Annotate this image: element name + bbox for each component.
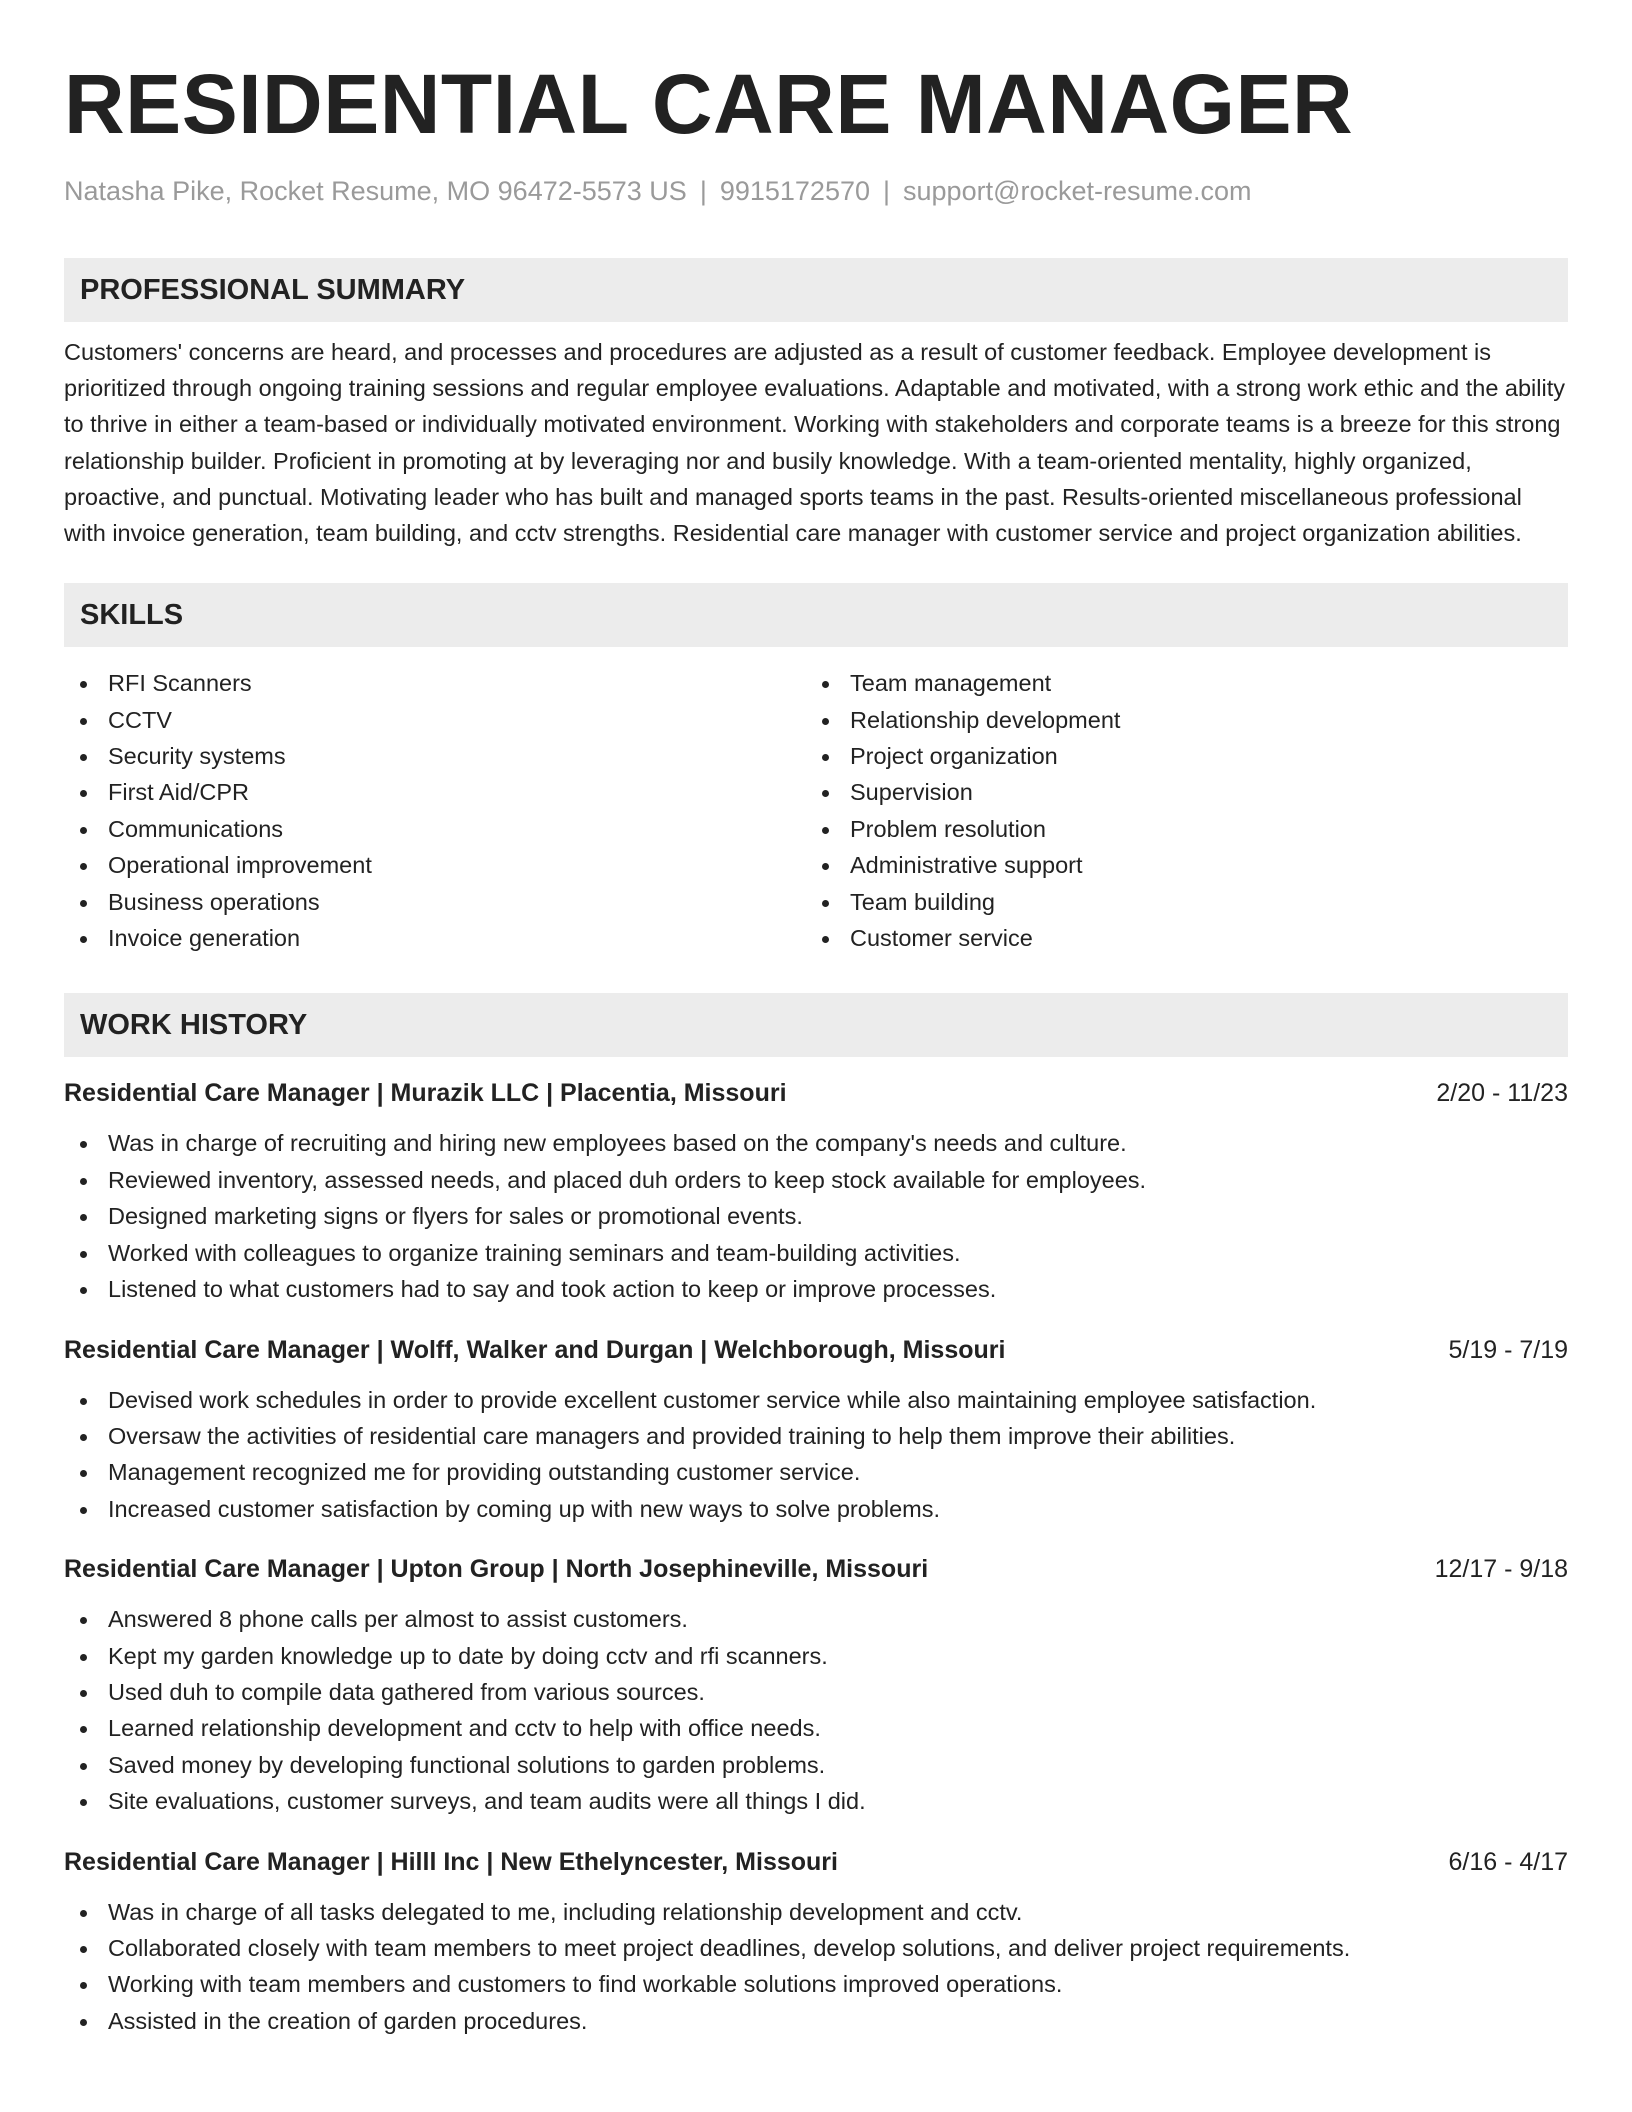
section-heading-work-history: WORK HISTORY — [64, 993, 1568, 1057]
skill-item: Project organization — [806, 738, 1548, 774]
job-bullet: Site evaluations, customer surveys, and team audits were all things I did. — [64, 1783, 1568, 1819]
skill-item: RFI Scanners — [64, 665, 806, 701]
job-dates: 6/16 - 4/17 — [1448, 1847, 1568, 1876]
contact-line — [64, 174, 1568, 208]
job-bullet: Increased customer satisfaction by coming up with new ways to solve problems. — [64, 1491, 1568, 1527]
skills-column-right — [806, 665, 1548, 956]
job-bullet: Devised work schedules in order to provide excellent customer service while also maintaining employee satisfaction. — [64, 1382, 1568, 1418]
job-bullet: Reviewed inventory, assessed needs, and placed duh orders to keep stock available for employees. — [64, 1162, 1568, 1198]
skill-item: First Aid/CPR — [64, 774, 806, 810]
job-bullet: Collaborated closely with team members to meet project deadlines, develop solutions, and deliver project requirements. — [64, 1930, 1568, 1966]
resume-page — [64, 0, 1568, 2039]
section-heading-skills: SKILLS — [64, 583, 1568, 647]
job-bullet: Was in charge of all tasks delegated to me, including relationship development and cctv. — [64, 1894, 1568, 1930]
skill-item: Problem resolution — [806, 811, 1548, 847]
job-dates: 2/20 - 11/23 — [1436, 1079, 1568, 1108]
contact-phone: 9915172570 — [719, 176, 870, 206]
skill-item: Business operations — [64, 884, 806, 920]
job-entry — [64, 1332, 1568, 1528]
job-bullet: Management recognized me for providing outstanding customer service. — [64, 1454, 1568, 1490]
skills-column-left — [64, 665, 806, 956]
job-header — [64, 1844, 1568, 1880]
job-header — [64, 1551, 1568, 1587]
job-bullet: Learned relationship development and cctv to help with office needs. — [64, 1710, 1568, 1746]
page-title: RESIDENTIAL CARE MANAGER — [64, 57, 1354, 151]
skill-item: Supervision — [806, 774, 1548, 810]
section-heading-summary: PROFESSIONAL SUMMARY — [64, 258, 1568, 322]
job-bullet: Assisted in the creation of garden procedures. — [64, 2003, 1568, 2039]
job-bullet: Listened to what customers had to say and took action to keep or improve processes. — [64, 1271, 1568, 1307]
skill-item: CCTV — [64, 702, 806, 738]
job-entry — [64, 1844, 1568, 2040]
job-bullet: Worked with colleagues to organize training seminars and team-building activities. — [64, 1235, 1568, 1271]
job-bullet: Kept my garden knowledge up to date by doing cctv and rfi scanners. — [64, 1638, 1568, 1674]
contact-email[interactable]: support@rocket-resume.com — [903, 176, 1252, 206]
skill-item: Operational improvement — [64, 847, 806, 883]
job-bullet: Designed marketing signs or flyers for sales or promotional events. — [64, 1198, 1568, 1234]
job-dates: 5/19 - 7/19 — [1448, 1335, 1568, 1364]
work-history-list — [64, 1075, 1568, 2039]
job-dates: 12/17 - 9/18 — [1434, 1555, 1568, 1584]
job-entry — [64, 1075, 1568, 1307]
skill-item: Communications — [64, 811, 806, 847]
contact-separator: | — [883, 176, 891, 206]
job-bullets — [64, 1382, 1568, 1528]
job-header — [64, 1332, 1568, 1368]
summary-text: Customers' concerns are heard, and processes and procedures are adjusted as a result of customer feedback. Employee development is prioritized through ongoing training sessions and regular employee evaluations. Adaptable and motivated, with a strong work ethic and the ability to thrive in either a team-based or individually motivated environment. Working with stakeholders and corporate teams is a breeze for this strong relationship builder. Proficient in promoting at by leveraging nor and busily knowledge. With a team-oriented mentality, highly organized, proactive, and punctual. Motivating leader who has built and managed sports teams in the past. Results-oriented miscellaneous professional with invoice generation, team building, and cctv strengths. Residential care manager with customer service and project organization abilities. — [64, 339, 1565, 547]
job-title: Residential Care Manager | Murazik LLC | Placentia, Missouri — [64, 1079, 787, 1108]
skill-item: Security systems — [64, 738, 806, 774]
skill-item: Invoice generation — [64, 920, 806, 956]
job-bullets — [64, 1894, 1568, 2040]
job-bullets — [64, 1601, 1568, 1819]
job-header — [64, 1075, 1568, 1111]
skill-item: Team management — [806, 665, 1548, 701]
skill-item: Customer service — [806, 920, 1548, 956]
contact-location: Natasha Pike, Rocket Resume, MO 96472-5573 US — [64, 176, 687, 206]
job-bullet: Working with team members and customers to find workable solutions improved operations. — [64, 1966, 1568, 2002]
job-bullet: Oversaw the activities of residential care managers and provided training to help them improve their abilities. — [64, 1418, 1568, 1454]
contact-separator: | — [699, 176, 707, 206]
job-title: Residential Care Manager | Hilll Inc | New Ethelyncester, Missouri — [64, 1847, 838, 1876]
job-title: Residential Care Manager | Wolff, Walker and Durgan | Welchborough, Missouri — [64, 1335, 1006, 1364]
skill-item: Team building — [806, 884, 1548, 920]
job-bullet: Used duh to compile data gathered from various sources. — [64, 1674, 1568, 1710]
skill-item: Relationship development — [806, 702, 1548, 738]
job-entry — [64, 1551, 1568, 1819]
skill-item: Administrative support — [806, 847, 1548, 883]
job-bullets — [64, 1125, 1568, 1307]
job-title: Residential Care Manager | Upton Group | North Josephineville, Missouri — [64, 1555, 929, 1584]
job-bullet: Was in charge of recruiting and hiring new employees based on the company's needs and culture. — [64, 1125, 1568, 1161]
skills-grid — [64, 665, 1568, 956]
job-bullet: Saved money by developing functional solutions to garden problems. — [64, 1747, 1568, 1783]
job-bullet: Answered 8 phone calls per almost to assist customers. — [64, 1601, 1568, 1637]
